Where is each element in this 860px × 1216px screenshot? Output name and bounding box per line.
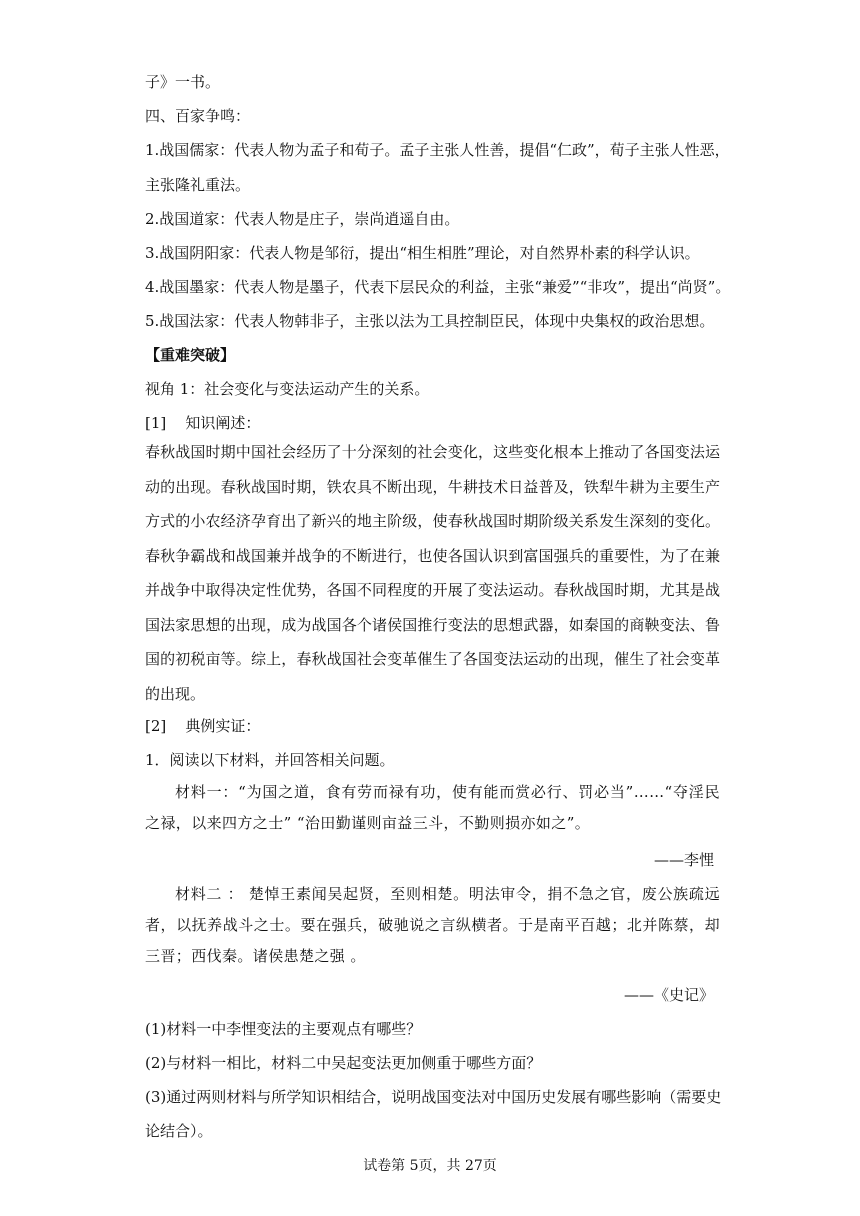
sub-question: (2)与材料一相比，材料二中吴起变法更加侧重于哪些方面？ [145,1054,542,1072]
page-footer: 试卷第 5页，共 27页 [363,1158,497,1174]
material-two: 材料二 ： 楚悼王素闻吴起贤，至则相楚。明法审令，捐不急之官，废公族疏远者，以抚养战斗之士。要在强兵，破驰说之言纵横者。于是南平百越；北并陈蔡，却三晋；西伐秦。诸侯患楚之强 。 [145,885,720,965]
subheading: [1] 知识阐述： [145,414,261,432]
text-line: 主张隆礼重法。 [145,176,251,194]
section-heading: 【重难突破】 [145,346,236,364]
text-line: 2.战国道家：代表人物是庄子，崇尚逍遥自由。 [145,210,460,228]
material-one: 材料一：“为国之道，食有劳而禄有功，使有能而赏必行、罚必当”……“夺淫民之禄，以来四方之士” “治田勤谨则亩益三斗，不勤则损亦如之”。 [145,783,720,832]
text-line: 1.战国儒家：代表人物为孟子和荀子。孟子主张人性善，提倡“仁政”，荀子主张人性恶， [145,141,730,159]
material-source: ——李悝 [653,851,714,869]
question-text: 1．阅读以下材料，并回答相关问题。 [145,751,395,769]
text-line: 视角 1：社会变化与变法运动产生的关系。 [145,380,430,398]
material-source: ——《史记》 [623,986,714,1004]
sub-question: (1)材料一中李悝变法的主要观点有哪些？ [145,1020,422,1038]
subheading: [2] 典例实证： [145,717,261,735]
text-line: 3.战国阴阳家：代表人物是邹衍，提出“相生相胜”理论，对自然界朴素的科学认识。 [145,244,700,262]
text-line: 5.战国法家：代表人物韩非子，主张以法为工具控制臣民，体现中央集权的政治思想。 [145,312,715,330]
sub-question: (3)通过两则材料与所学知识相结合，说明战国变法对中国历史发展有哪些影响（需要史 [145,1088,722,1106]
sub-question: 论结合）。 [145,1122,213,1140]
paragraph: 春秋战国时期中国社会经历了十分深刻的社会变化，这些变化根本上推动了各国变法运动的出现。春秋战国时期，铁农具不断出现，牛耕技术日益普及，铁犁牛耕为主要生产方式的小农经济孕育出了新兴的地主阶级，使春秋战国时期阶级关系发生深刻的变化。春秋争霸战和战国兼并战争的不断进行，也使各国认识到富国强兵的重要性，为了在兼并战争中取得决定性优势，各国不同程度的开展了变法运动。春秋战国时期，尤其是战国法家思想的出现，成为战国各个诸侯国推行变法的思想武器，如秦国的商鞅变法、鲁国的初税亩等。综上，春秋战国社会变革催生了各国变法运动的出现，催生了社会变革的出现。 [145,443,720,703]
text-line: 子》一书。 [145,73,221,91]
text-line: 四、百家争鸣： [145,107,251,125]
text-line: 4.战国墨家：代表人物是墨子，代表下层民众的利益，主张“兼爱”“非攻”，提出“尚贤”。 [145,278,731,296]
